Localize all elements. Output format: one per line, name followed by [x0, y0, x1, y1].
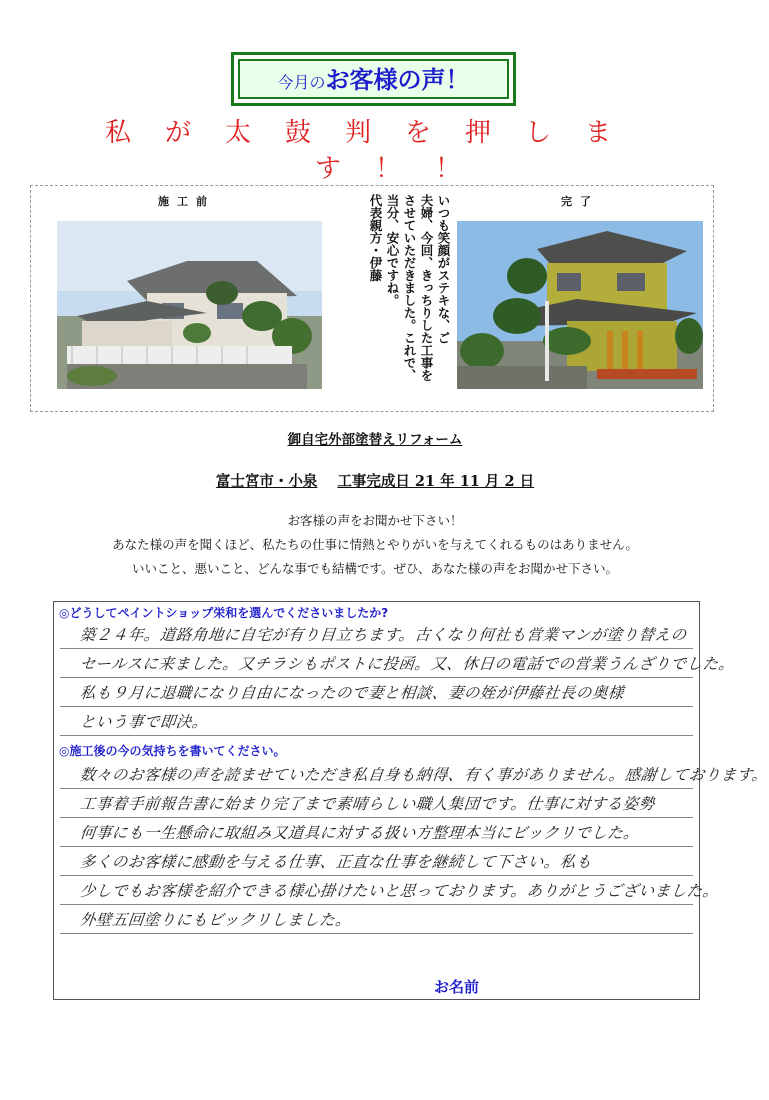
- answer-line: [60, 817, 693, 847]
- before-caption: 施工前: [158, 195, 215, 208]
- answer-line: [60, 875, 720, 905]
- handwritten-text: 何事にも一生懸命に取組み又道具に対する扱い方整理本当にビックリでした。: [78, 824, 641, 842]
- project-completion: 工事完成日 21 年 11 月 2 日: [337, 473, 535, 490]
- owner-comment: [327, 194, 452, 406]
- handwritten-text: 多くのお客様に感動を与える仕事、正直な仕事を継続して下さい。私も: [78, 853, 593, 871]
- handwritten-text: 少しでもお客様を紹介できる様心掛けたいと思っております。ありがとうございました。: [78, 882, 720, 900]
- handwritten-text: 工事着手前報告書に始まり完了まで素晴らしい職人集団です。仕事に対する姿勢: [78, 795, 656, 813]
- name-label: お名前: [434, 978, 480, 996]
- handwritten-text: 私も９月に退職になり自由になったので妻と相談、妻の姪が伊藤社長の奥様: [78, 684, 625, 702]
- comment-line: 当分、安心ですね。: [385, 194, 400, 307]
- comment-line: 夫婦、今回、きっちりした工事を: [419, 194, 434, 382]
- question-1: ◎どうしてペイントショップ栄和を選んでくださいましたか?: [59, 606, 389, 620]
- request-message: あなた様の声を聞くほど、私たちの仕事に情熱とやりがいを与えてくれるものはありません。: [112, 537, 638, 552]
- after-caption: 完了: [561, 195, 599, 208]
- handwritten-text: セールスに来ました。又チラシもポストに投函。又、休日の電話での営業うんざりでした。: [78, 655, 736, 673]
- handwritten-text: 築２４年。道路角地に自宅が有り目立ちます。古くなり何社も営業マンが塗り替えの: [78, 626, 688, 644]
- question-2: ◎施工後の今の気持ちを書いてください。: [59, 744, 286, 758]
- headline-line2: す！！: [314, 154, 495, 184]
- answer-line: [60, 846, 693, 876]
- comment-line: いつも笑顔がステキな、ご: [436, 194, 451, 344]
- comment-line: 代表親方・伊藤: [368, 194, 383, 282]
- headline-line1: 私が太鼓判を押しま: [104, 118, 645, 148]
- comment-line: させていただきました。これで、: [402, 194, 417, 382]
- badge-prefix: 今月の: [277, 73, 326, 92]
- handwritten-text: 外壁五回塗りにもビックリしました。: [78, 911, 353, 929]
- project-title: 御自宅外部塗替えリフォーム: [287, 432, 463, 448]
- answer-line: [60, 619, 693, 649]
- after-photo: [457, 221, 703, 389]
- badge-title: お客様の声！: [325, 65, 470, 94]
- answer-line: [60, 788, 693, 818]
- before-photo: [57, 221, 322, 389]
- answer-line: [60, 759, 769, 789]
- request-message: お客様の声をお聞かせ下さい！: [287, 513, 463, 528]
- request-message: いいこと、悪いこと、どんな事でも結構です。ぜひ、あなた様の声をお聞かせ下さい。: [131, 561, 618, 576]
- handwritten-text: という事で即決。: [78, 713, 209, 731]
- answer-line: [60, 706, 693, 736]
- answer-line: [60, 648, 736, 678]
- answer-line: [60, 677, 693, 707]
- project-location: 富士宮市・小泉: [215, 473, 318, 490]
- questionnaire-form: [53, 601, 769, 1000]
- photo-panel: [30, 185, 714, 412]
- answer-line: [60, 904, 693, 934]
- header-badge: [231, 52, 516, 106]
- handwritten-text: 数々のお客様の声を読ませていただき私自身も納得、有く事がありません。感謝しております。: [78, 766, 769, 784]
- project-info: [0, 470, 750, 491]
